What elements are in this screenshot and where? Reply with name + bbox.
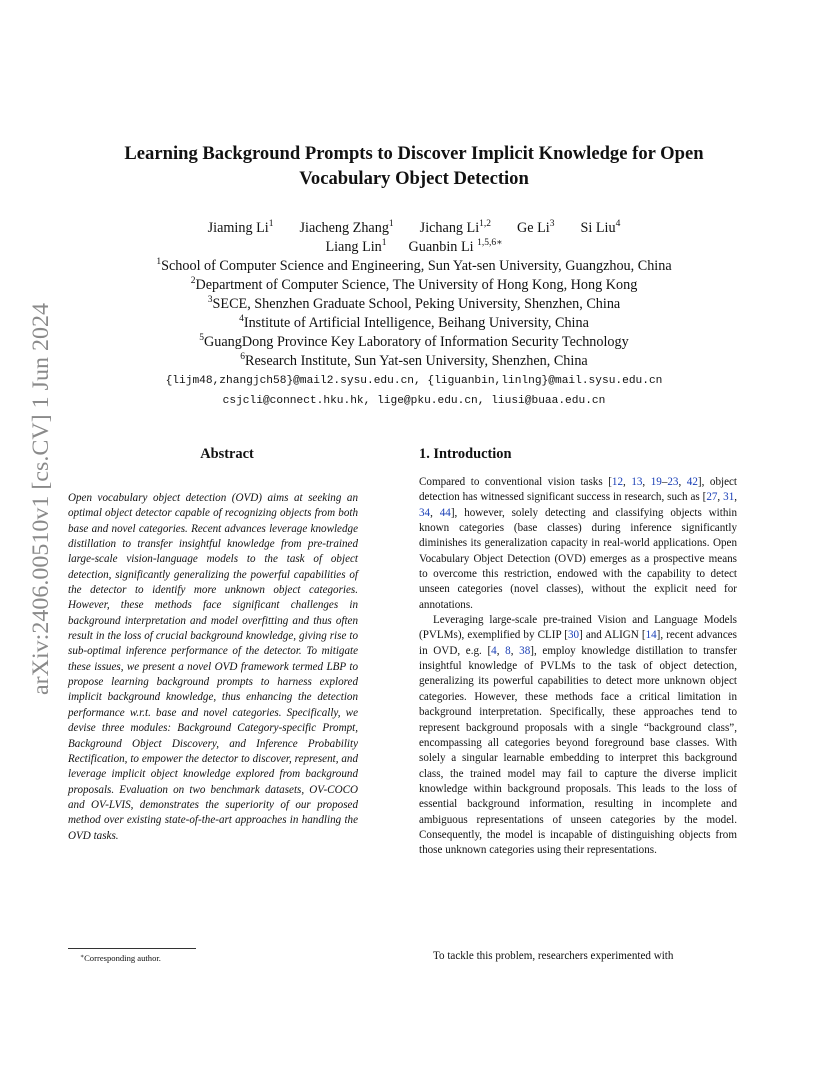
author: Jiacheng Zhang$^1$: [299, 219, 394, 236]
paragraph-text: ,: [678, 476, 687, 488]
citation-link[interactable]: 42: [686, 476, 698, 488]
footnote: [80, 953, 161, 964]
paragraph-text: ,: [430, 506, 440, 519]
title-line-1: Learning Background Prompts to Discover Implicit Knowledge for Open: [124, 143, 704, 164]
paragraph-text: –: [661, 476, 668, 488]
author: Liang Lin$^1$: [325, 238, 387, 255]
citation-link[interactable]: 31: [723, 491, 735, 504]
author: Guanbin Li $^{1,5,6∗}$: [408, 238, 503, 255]
affiliation-5: $^5$GuangDong Province Key Laboratory of Information Security Technology: [199, 333, 629, 350]
affiliation-1: $^1$School of Computer Science and Engineering, Sun Yat-sen University, Guangzhou, China: [156, 257, 672, 274]
paragraph-text: ] and ALIGN [: [579, 629, 646, 642]
introduction-body: [419, 475, 737, 859]
authors-line-2: [60, 238, 768, 257]
paragraph-text: ], object detection has witnessed significant success in research, such as [: [419, 476, 738, 504]
citation-link[interactable]: 8: [505, 644, 511, 657]
author: Si Liu$^4$: [580, 219, 621, 236]
citation-link[interactable]: 4: [491, 644, 497, 657]
author: Jichang Li$^{1,2}$: [419, 219, 492, 236]
arxiv-identifier: arXiv:2406.00510v1 [cs.CV] 1 Jun 2024: [28, 319, 53, 695]
footnote-text: Corresponding author.: [84, 953, 161, 963]
citation-link[interactable]: 44: [439, 506, 451, 519]
intro-paragraph-2: [419, 613, 737, 859]
introduction-heading: 1. Introduction: [419, 446, 512, 462]
author: Jiaming Li$^1$: [207, 219, 274, 236]
emails-line-1: {lijm48,zhangjch58}@mail2.sysu.edu.cn, {liguanbin,linlng}@mail.sysu.edu.cn: [165, 375, 663, 387]
intro-paragraph-3: To tackle this problem, researchers experimented with: [433, 950, 674, 962]
citation-link[interactable]: 27: [706, 491, 718, 504]
paragraph-text: ,: [734, 491, 738, 504]
citation-link[interactable]: 23: [667, 476, 679, 488]
citation-link[interactable]: 19: [650, 476, 662, 488]
paragraph-text: ,: [496, 644, 506, 657]
emails-line-2: csjcli@connect.hku.hk, lige@pku.edu.cn, liusi@buaa.edu.cn: [222, 395, 606, 407]
paragraph-text: ,: [717, 491, 724, 504]
citation-link[interactable]: 38: [519, 644, 531, 657]
paragraph-text: ,: [622, 476, 632, 488]
paragraph-text: Leveraging large-scale pre-trained Vision and Language Models (PVLMs), exemplified by CLIP [: [419, 614, 737, 642]
abstract-text: Open vocabulary object detection (OVD) aims at seeking an optimal object detector capable of recognizing objects from both base and novel categories. Recent advances leverage knowledge distillation to transfer insightful knowledge from pre-trained large-scale vision-language models to the task of object detection, significantly generalizing the powerful capabilities of the detector to identify more unknown object categories. However, these methods face significant challenges in background interpretation and model overfitting and thus often result in the loss of crucial background knowledge, giving rise to sub-optimal inference performance of the detector. To mitigate these issues, we present a novel OVD framework termed LBP to propose learning background prompts to harness explored implicit background knowledge, thus enhancing the detection performance w.r.t. base and novel categories. Specifically, we devise three modules: Background Category-specific Prompt, Background Object Discovery, and Inference Probability Rectification, to empower the detector to discover, represent, and leverage implicit object knowledge explored from background proposals. Evaluation on two benchmark datasets, OV-COCO and OV-LVIS, demonstrates the superiority of our proposed method over existing state-of-the-art approaches in handling the OVD tasks.: [68, 492, 358, 842]
citation-link[interactable]: 30: [567, 629, 580, 642]
title-line-2: Vocabulary Object Detection: [299, 168, 529, 189]
paragraph-text: Compared to conventional vision tasks [: [419, 476, 612, 488]
paragraph-text: ], however, solely detecting and classifying objects within known categories (base classes) during inference significantly diminishes its generalization capacity in real-world applications. Open Vocabulary Object Detection (OVD) emerges as a prospective means to overcome this restriction, endowed with the capability to detect unseen categories (novel classes), without the explicit need for annotations.: [419, 506, 738, 611]
citation-link[interactable]: 12: [611, 476, 623, 488]
intro-paragraph-1: [419, 475, 737, 613]
affiliation-6: $^6$Research Institute, Sun Yat-sen University, Shenzhen, China: [240, 352, 588, 369]
author: Ge Li$^3$: [517, 219, 555, 236]
abstract-heading: Abstract: [200, 446, 254, 462]
authors-line-1: [60, 219, 768, 238]
paragraph-text: ], recent advances in OVD, e.g. [: [419, 629, 738, 657]
paragraph-text: ], employ knowledge distillation to transfer insightful knowledge of PVLMs to the task of object detection, generalizing its powerful capabilities to detect more unknown object categories. However, these methods face a critical limitation in background interpretation. Specifically, these approaches tend to represent background proposals with a single “background class”, encompassing all categories beyond foreground base classes. With solely a singular learnable embedding to interpret this background class, the trained model may fail to capture the diverse implicit knowledge within background proposals. This leads to the loss of essential background information, resulting in incomplete and ambiguous representations of unseen categories by the model. Consequently, the model is incapable of distinguishing objects from those unknown categories using their representations.: [419, 644, 738, 857]
arxiv-stamp: [6, 300, 62, 700]
intro-paragraph-3-wrapper: [419, 949, 737, 964]
affiliation-4: $^4$Institute of Artificial Intelligence, Beihang University, China: [239, 314, 589, 331]
affiliation-3: $^3$SECE, Shenzhen Graduate School, Peking University, Shenzhen, China: [207, 295, 621, 312]
footnote-mark: ∗: [80, 954, 85, 960]
affiliation-2: $^2$Department of Computer Science, The University of Hong Kong, Hong Kong: [190, 276, 638, 293]
paragraph-text: ,: [510, 644, 520, 657]
citation-link[interactable]: 13: [631, 476, 643, 488]
citation-link[interactable]: 34: [419, 506, 431, 519]
paper-title: [60, 141, 768, 191]
footnote-rule: [68, 948, 196, 949]
citation-link[interactable]: 14: [645, 629, 657, 642]
paragraph-text: ,: [642, 476, 651, 488]
